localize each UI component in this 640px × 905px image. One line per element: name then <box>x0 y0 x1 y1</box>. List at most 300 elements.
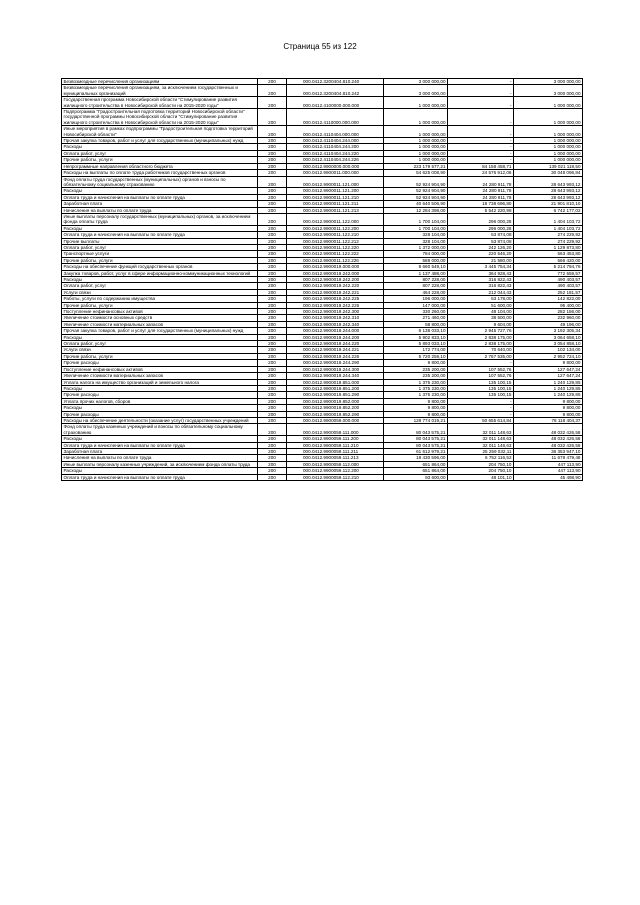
row-approved-cell: 52 924 904,90 <box>384 188 448 194</box>
table-row <box>62 366 583 372</box>
row-name-cell: Оплата труда и начисления на выплаты по оплате труда <box>62 194 258 200</box>
table-body <box>62 79 583 481</box>
row-executed-cell: 242 126,20 <box>448 244 514 250</box>
row-name-cell: Увеличение стоимости материальных запасов <box>62 373 258 379</box>
row-budget-code-cell: 000.0412.9900019.244.200 <box>287 334 384 340</box>
row-budget-code-cell: 000.0412.9900019.242.340 <box>287 321 384 327</box>
row-remaining-cell: 274 229,92 <box>514 238 583 244</box>
row-remaining-cell: 95 400,00 <box>514 302 583 308</box>
row-budget-code-cell: 000.0412.9900059.111.210 <box>287 442 384 448</box>
row-remaining-cell: 3 054 858,10 <box>514 341 583 347</box>
table-row <box>62 176 583 188</box>
row-budget-code-cell: 000.0412.9900019.852.000 <box>287 398 384 404</box>
row-executed-cell: 107 552,76 <box>448 373 514 379</box>
row-approved-cell: 1 000 000,00 <box>384 138 448 144</box>
table-row <box>62 126 583 138</box>
row-line-code-cell: 200 <box>258 321 287 327</box>
row-line-code-cell: 200 <box>258 188 287 194</box>
row-approved-cell: 464 228,00 <box>384 289 448 295</box>
row-budget-code-cell: 000.0412.4110000.000.000 <box>287 109 384 126</box>
row-budget-code-cell: 000.0412.9900011.121.210 <box>287 194 384 200</box>
table-row <box>62 207 583 213</box>
row-approved-cell: 328 104,00 <box>384 232 448 238</box>
row-executed-cell: 70 640,00 <box>448 347 514 353</box>
row-name-cell: Транспортные услуги <box>62 251 258 257</box>
table-row <box>62 109 583 126</box>
row-budget-code-cell: 000.0412.4110404.244.226 <box>287 157 384 163</box>
row-line-code-cell: 200 <box>258 201 287 207</box>
row-name-cell: Государственная программа Новосибирской области "Стимулирование развития жилищного строительства в Новосибирской области на 2015-2020 годы" <box>62 97 258 109</box>
row-name-cell: Иные выплаты персоналу казенных учреждений, за исключением фонда оплаты труда <box>62 461 258 467</box>
table-row <box>62 232 583 238</box>
row-name-cell: Прочие работы, услуги <box>62 353 258 359</box>
row-remaining-cell: 48 032 426,58 <box>514 442 583 448</box>
row-approved-cell: 9 800,00 <box>384 360 448 366</box>
row-name-cell: Безвозмездные перечисления организациям <box>62 79 258 85</box>
row-approved-cell: 9 800,00 <box>384 405 448 411</box>
row-line-code-cell: 200 <box>258 244 287 250</box>
row-name-cell: Оплата труда и начисления на выплаты по оплате труда <box>62 232 258 238</box>
row-executed-cell: 364 928,43 <box>448 270 514 276</box>
row-line-code-cell: 200 <box>258 157 287 163</box>
row-remaining-cell: 1 240 129,85 <box>514 392 583 398</box>
row-budget-code-cell: 000.0412.9900059.000.000 <box>287 417 384 423</box>
row-remaining-cell: 447 113,90 <box>514 468 583 474</box>
row-line-code-cell: 200 <box>258 334 287 340</box>
row-budget-code-cell: 000.0412.9900019.244.000 <box>287 328 384 334</box>
row-name-cell: Оплата труда и начисления на выплаты по оплате труда <box>62 474 258 480</box>
row-approved-cell: 93 600,00 <box>384 474 448 480</box>
row-approved-cell: 1 375 230,00 <box>384 379 448 385</box>
row-approved-cell: 8 660 549,10 <box>384 264 448 270</box>
row-line-code-cell: 200 <box>258 353 287 359</box>
row-name-cell: Начисления на выплаты по оплате труда <box>62 207 258 213</box>
row-budget-code-cell: 000.0412.9900019.242.310 <box>287 315 384 321</box>
row-remaining-cell: 1 404 103,72 <box>514 213 583 225</box>
row-approved-cell: 5 720 259,10 <box>384 353 448 359</box>
row-approved-cell: 328 104,00 <box>384 238 448 244</box>
row-remaining-cell: 36 353 947,10 <box>514 448 583 454</box>
row-budget-code-cell: 000.0412.9900019.242.225 <box>287 296 384 302</box>
row-budget-code-cell: 000.0412.9900019.242.000 <box>287 270 384 276</box>
row-line-code-cell: 200 <box>258 264 287 270</box>
row-remaining-cell: 9 800,00 <box>514 411 583 417</box>
row-approved-cell: 807 228,00 <box>384 283 448 289</box>
row-remaining-cell: 21 901 810,10 <box>514 201 583 207</box>
row-executed-cell: 50 655 614,84 <box>448 417 514 423</box>
row-line-code-cell: 200 <box>258 341 287 347</box>
row-name-cell: Начисления на выплаты по оплате труда <box>62 455 258 461</box>
row-remaining-cell: 566 420,00 <box>514 257 583 263</box>
row-budget-code-cell: 000.0412.4100000.000.000 <box>287 97 384 109</box>
row-executed-cell: 3 445 754,34 <box>448 264 514 270</box>
row-executed-cell: 24 280 911,78 <box>448 194 514 200</box>
row-budget-code-cell: 000.0412.9900011.122.226 <box>287 257 384 263</box>
row-executed-cell: 32 011 148,63 <box>448 436 514 442</box>
row-approved-cell: 588 000,00 <box>384 257 448 263</box>
row-remaining-cell: 11 678 479,48 <box>514 455 583 461</box>
row-name-cell: Прочие выплаты <box>62 238 258 244</box>
row-line-code-cell: 200 <box>258 448 287 454</box>
row-budget-code-cell: 000.0412.9900059.112.200 <box>287 468 384 474</box>
row-name-cell: Оплата труда и начисления на выплаты по оплате труда <box>62 442 258 448</box>
row-name-cell: Расходы <box>62 277 258 283</box>
row-remaining-cell: 1 000 000,00 <box>514 144 583 150</box>
row-budget-code-cell: 000.0412.9900019.242.220 <box>287 283 384 289</box>
row-approved-cell: 784 000,00 <box>384 251 448 257</box>
row-approved-cell: 196 000,00 <box>384 296 448 302</box>
row-approved-cell: 1 000 000,00 <box>384 150 448 156</box>
row-remaining-cell: 6 742 177,02 <box>514 207 583 213</box>
row-budget-code-cell: 000.0412.9900019.244.226 <box>287 353 384 359</box>
row-name-cell: Поступление нефинансовых активов <box>62 366 258 372</box>
row-name-cell: Заработная плата <box>62 448 258 454</box>
row-approved-cell: 1 000 000,00 <box>384 126 448 138</box>
row-budget-code-cell: 000.0412.9900011.122.200 <box>287 225 384 231</box>
row-line-code-cell: 200 <box>258 398 287 404</box>
row-remaining-cell: 1 000 000,00 <box>514 150 583 156</box>
row-name-cell: Прочая закупка товаров, работ и услуг для государственных (муниципальных) нужд <box>62 138 258 144</box>
row-remaining-cell: 2 952 724,10 <box>514 353 583 359</box>
row-remaining-cell: 282 156,00 <box>514 309 583 315</box>
row-budget-code-cell: 000.0412.9900011.122.210 <box>287 232 384 238</box>
row-budget-code-cell: 000.0412.9900011.122.000 <box>287 213 384 225</box>
row-name-cell: Расходы <box>62 188 258 194</box>
table-row <box>62 264 583 270</box>
row-approved-cell: 12 284 398,00 <box>384 207 448 213</box>
row-executed-cell: 2 767 535,00 <box>448 353 514 359</box>
row-line-code-cell: 200 <box>258 315 287 321</box>
row-remaining-cell: 3 064 658,10 <box>514 334 583 340</box>
row-approved-cell: 1 375 230,00 <box>384 392 448 398</box>
row-budget-code-cell: 000.0412.9900019.244.220 <box>287 341 384 347</box>
row-name-cell: Прочие расходы <box>62 411 258 417</box>
table-row <box>62 97 583 109</box>
row-line-code-cell: 200 <box>258 411 287 417</box>
table-row <box>62 379 583 385</box>
table-row <box>62 315 583 321</box>
row-remaining-cell: 9 800,00 <box>514 360 583 366</box>
row-budget-code-cell: 000.0412.9900019.852.200 <box>287 405 384 411</box>
budget-execution-table <box>61 78 583 481</box>
row-name-cell: Работы, услуги по содержанию имущества <box>62 296 258 302</box>
row-executed-cell: - <box>448 405 514 411</box>
row-budget-code-cell: 000.0412.9900019.244.221 <box>287 347 384 353</box>
table-row <box>62 270 583 276</box>
row-executed-cell: 25 259 032,11 <box>448 448 514 454</box>
row-executed-cell: 24 280 911,78 <box>448 176 514 188</box>
row-remaining-cell: 9 800,00 <box>514 405 583 411</box>
row-approved-cell: 61 612 979,21 <box>384 448 448 454</box>
row-approved-cell: 80 043 575,21 <box>384 442 448 448</box>
row-remaining-cell: 5 214 794,76 <box>514 264 583 270</box>
row-remaining-cell: 563 453,80 <box>514 251 583 257</box>
row-budget-code-cell: 000.0412.9900019.000.000 <box>287 264 384 270</box>
row-budget-code-cell: 000.0412.9900011.122.212 <box>287 238 384 244</box>
row-approved-cell: 223 179 577,21 <box>384 163 448 169</box>
table-row <box>62 213 583 225</box>
row-line-code-cell: 200 <box>258 270 287 276</box>
row-line-code-cell: 200 <box>258 392 287 398</box>
row-name-cell: Фонд оплаты труда государственных (муниципальных) органов и взносы по обязательному социальному страхованию <box>62 176 258 188</box>
row-remaining-cell: 1 000 000,00 <box>514 109 583 126</box>
table-row <box>62 474 583 480</box>
row-approved-cell: 1 000 000,00 <box>384 97 448 109</box>
row-executed-cell: 48 101,10 <box>448 474 514 480</box>
row-executed-cell: 296 000,28 <box>448 225 514 231</box>
row-line-code-cell: 200 <box>258 194 287 200</box>
row-remaining-cell: 28 643 993,12 <box>514 176 583 188</box>
row-executed-cell: 48 104,00 <box>448 309 514 315</box>
row-remaining-cell: 772 559,57 <box>514 270 583 276</box>
table-row <box>62 461 583 467</box>
row-name-cell: Расходы <box>62 144 258 150</box>
row-executed-cell: - <box>448 79 514 85</box>
row-executed-cell: 2 838 175,00 <box>448 341 514 347</box>
row-name-cell: Иные выплаты персоналу государственных (муниципальных) органов, за исключением фонда оплаты труда <box>62 213 258 225</box>
row-remaining-cell: 1 404 103,72 <box>514 225 583 231</box>
row-name-cell: Услуги связи <box>62 289 258 295</box>
row-name-cell: Безвозмездные перечисления организациям, за исключением государственных и муниципальных организаций <box>62 85 258 97</box>
row-executed-cell: 107 552,76 <box>448 366 514 372</box>
row-executed-cell: 53 178,00 <box>448 296 514 302</box>
row-remaining-cell: 3 192 305,34 <box>514 328 583 334</box>
row-approved-cell: 1 000 000,00 <box>384 109 448 126</box>
row-budget-code-cell: 000.0412.4110404.244.220 <box>287 150 384 156</box>
row-name-cell: Расходы на обеспечение функций государственных органов <box>62 264 258 270</box>
row-line-code-cell: 200 <box>258 277 287 283</box>
row-name-cell: Услуги связи <box>62 347 258 353</box>
row-budget-code-cell: 000.0412.9900059.111.211 <box>287 448 384 454</box>
row-line-code-cell: 200 <box>258 328 287 334</box>
row-remaining-cell: 1 000 000,00 <box>514 126 583 138</box>
row-executed-cell: - <box>448 411 514 417</box>
row-executed-cell: - <box>448 157 514 163</box>
row-budget-code-cell: 000.0412.9900000.000.000 <box>287 163 384 169</box>
row-line-code-cell: 200 <box>258 126 287 138</box>
row-approved-cell: 1 137 488,00 <box>384 270 448 276</box>
row-executed-cell: 24 280 911,78 <box>448 188 514 194</box>
row-budget-code-cell: 000.0412.9900019.242.226 <box>287 302 384 308</box>
row-approved-cell: 651 864,00 <box>384 461 448 467</box>
row-executed-cell: 204 750,10 <box>448 468 514 474</box>
row-name-cell: Прочие расходы <box>62 392 258 398</box>
row-remaining-cell: 3 000 000,00 <box>514 85 583 97</box>
row-remaining-cell: 48 032 426,58 <box>514 424 583 436</box>
row-name-cell: Расходы <box>62 468 258 474</box>
row-budget-code-cell: 000.0412.9900019.851.290 <box>287 392 384 398</box>
row-line-code-cell: 200 <box>258 442 287 448</box>
row-budget-code-cell: 000.0412.9900019.244.340 <box>287 373 384 379</box>
table-row <box>62 163 583 169</box>
row-approved-cell: 128 774 019,21 <box>384 417 448 423</box>
row-line-code-cell: 200 <box>258 461 287 467</box>
row-executed-cell: 84 158 458,71 <box>448 163 514 169</box>
row-approved-cell: 40 640 506,90 <box>384 201 448 207</box>
row-line-code-cell: 200 <box>258 385 287 391</box>
row-name-cell: Оплата работ, услуг <box>62 244 258 250</box>
row-line-code-cell: 200 <box>258 257 287 263</box>
table-row <box>62 424 583 436</box>
row-remaining-cell: 1 000 000,00 <box>514 157 583 163</box>
table-row <box>62 296 583 302</box>
row-budget-code-cell: 000.0412.4110404.244.200 <box>287 144 384 150</box>
row-approved-cell: 80 043 575,21 <box>384 436 448 442</box>
row-executed-cell: - <box>448 97 514 109</box>
row-line-code-cell: 200 <box>258 436 287 442</box>
table-row <box>62 85 583 97</box>
row-approved-cell: 147 000,00 <box>384 302 448 308</box>
row-line-code-cell: 200 <box>258 360 287 366</box>
row-budget-code-cell: 000.0412.9900059.111.213 <box>287 455 384 461</box>
row-budget-code-cell: 000.0412.9900059.112.000 <box>287 461 384 467</box>
row-name-cell: Заработная плата <box>62 201 258 207</box>
row-executed-cell: 135 100,15 <box>448 385 514 391</box>
row-line-code-cell: 200 <box>258 225 287 231</box>
row-budget-code-cell: 000.0412.9900011.121.200 <box>287 188 384 194</box>
row-executed-cell: 296 000,28 <box>448 213 514 225</box>
row-executed-cell: 220 546,20 <box>448 251 514 257</box>
row-remaining-cell: 1 240 129,85 <box>514 385 583 391</box>
row-name-cell: Прочие работы, услуги <box>62 157 258 163</box>
row-remaining-cell: 490 403,57 <box>514 283 583 289</box>
row-executed-cell: 2 838 175,00 <box>448 334 514 340</box>
row-line-code-cell: 200 <box>258 424 287 436</box>
row-executed-cell: - <box>448 150 514 156</box>
row-approved-cell: 1 000 000,00 <box>384 157 448 163</box>
row-executed-cell: 212 044,43 <box>448 289 514 295</box>
row-name-cell: Уплата прочих налогов, сборов <box>62 398 258 404</box>
table-row <box>62 455 583 461</box>
row-remaining-cell: 45 498,90 <box>514 474 583 480</box>
row-budget-code-cell: 000.0412.3200404.810.240 <box>287 79 384 85</box>
row-line-code-cell: 200 <box>258 309 287 315</box>
row-line-code-cell: 200 <box>258 97 287 109</box>
row-name-cell: Прочие расходы <box>62 360 258 366</box>
row-line-code-cell: 200 <box>258 366 287 372</box>
row-remaining-cell: 48 032 426,58 <box>514 436 583 442</box>
row-approved-cell: 5 902 833,10 <box>384 334 448 340</box>
row-remaining-cell: 1 000 000,00 <box>514 138 583 144</box>
row-name-cell: Прочая закупка товаров, работ и услуг для государственных (муниципальных) нужд <box>62 328 258 334</box>
row-executed-cell: - <box>448 138 514 144</box>
row-approved-cell: 3 000 000,00 <box>384 85 448 97</box>
row-remaining-cell: 30 048 096,84 <box>514 170 583 176</box>
row-approved-cell: 1 700 104,00 <box>384 213 448 225</box>
row-approved-cell: 52 924 904,90 <box>384 194 448 200</box>
row-budget-code-cell: 000.0412.9900019.851.200 <box>287 385 384 391</box>
row-budget-code-cell: 000.0412.9900011.122.222 <box>287 251 384 257</box>
row-name-cell: Прочие работы, услуги <box>62 302 258 308</box>
row-remaining-cell: 139 021 118,50 <box>514 163 583 169</box>
row-name-cell: Закупка товаров, работ, услуг в сфере информационно-коммуникационных технологий <box>62 270 258 276</box>
row-name-cell: Подпрограмма "Градостроительная подготовка территорий Новосибирской области" государственной программы Новосибирской области "Стимулирование развития жилищного строительства в Новосибирской области на 2015-2020 годы" <box>62 109 258 126</box>
row-executed-cell: 51 600,00 <box>448 302 514 308</box>
row-executed-cell: 53 874,08 <box>448 232 514 238</box>
table-row <box>62 321 583 327</box>
row-line-code-cell: 200 <box>258 283 287 289</box>
row-name-cell: Увеличение стоимости материальных запасов <box>62 321 258 327</box>
row-budget-code-cell: 000.0412.9900019.244.300 <box>287 366 384 372</box>
row-executed-cell: 316 822,43 <box>448 277 514 283</box>
row-line-code-cell: 200 <box>258 176 287 188</box>
row-executed-cell: 316 822,43 <box>448 283 514 289</box>
row-line-code-cell: 200 <box>258 417 287 423</box>
row-name-cell: Расходы <box>62 405 258 411</box>
row-remaining-cell: 78 118 404,37 <box>514 417 583 423</box>
row-executed-cell: 24 576 912,06 <box>448 170 514 176</box>
row-budget-code-cell: 000.0412.9900011.121.213 <box>287 207 384 213</box>
row-name-cell: Увеличение стоимости основных средств <box>62 315 258 321</box>
row-remaining-cell: 127 647,24 <box>514 373 583 379</box>
row-executed-cell: 9 604,00 <box>448 321 514 327</box>
row-budget-code-cell: 000.0412.9900019.242.300 <box>287 309 384 315</box>
row-executed-cell: 38 500,00 <box>448 315 514 321</box>
row-name-cell: Оплата работ, услуг <box>62 150 258 156</box>
row-approved-cell: 58 800,00 <box>384 321 448 327</box>
row-remaining-cell: 127 647,24 <box>514 366 583 372</box>
row-executed-cell: - <box>448 126 514 138</box>
row-approved-cell: 807 228,00 <box>384 277 448 283</box>
row-executed-cell: 135 100,15 <box>448 379 514 385</box>
row-approved-cell: 6 138 033,10 <box>384 328 448 334</box>
row-line-code-cell: 200 <box>258 109 287 126</box>
row-line-code-cell: 200 <box>258 468 287 474</box>
row-name-cell: Иные мероприятия в рамках подпрограммы "Градостроительная подготовка территорий Новосибирской области" <box>62 126 258 138</box>
row-line-code-cell: 200 <box>258 347 287 353</box>
row-approved-cell: 54 625 008,90 <box>384 170 448 176</box>
row-remaining-cell: 28 643 993,12 <box>514 194 583 200</box>
row-remaining-cell: 1 129 873,80 <box>514 244 583 250</box>
row-name-cell: Поступление нефинансовых активов <box>62 309 258 315</box>
row-line-code-cell: 200 <box>258 79 287 85</box>
table-row <box>62 417 583 423</box>
row-remaining-cell: 3 000 000,00 <box>514 79 583 85</box>
row-budget-code-cell: 000.0412.9900011.000.000 <box>287 170 384 176</box>
row-approved-cell: 235 200,00 <box>384 366 448 372</box>
row-executed-cell: 32 011 148,63 <box>448 424 514 436</box>
row-approved-cell: 9 800,00 <box>384 411 448 417</box>
row-name-cell: Оплата работ, услуг <box>62 341 258 347</box>
row-name-cell: Расходы на выплаты по оплате труда работников государственных органов <box>62 170 258 176</box>
row-remaining-cell: 9 800,00 <box>514 398 583 404</box>
row-budget-code-cell: 000.0412.9900059.112.210 <box>287 474 384 480</box>
row-executed-cell: 5 542 220,98 <box>448 207 514 213</box>
row-name-cell: Прочие работы, услуги <box>62 257 258 263</box>
row-line-code-cell: 200 <box>258 150 287 156</box>
row-approved-cell: 330 260,00 <box>384 309 448 315</box>
row-executed-cell: 2 945 727,76 <box>448 328 514 334</box>
row-executed-cell: - <box>448 360 514 366</box>
row-line-code-cell: 200 <box>258 163 287 169</box>
page-number-header: Страница 55 из 122 <box>283 42 357 51</box>
row-name-cell: Непрограммные направления областного бюджета <box>62 163 258 169</box>
row-budget-code-cell: 000.0412.4110404.000.000 <box>287 126 384 138</box>
table-row <box>62 170 583 176</box>
row-line-code-cell: 200 <box>258 373 287 379</box>
row-approved-cell: 80 043 575,21 <box>384 424 448 436</box>
row-budget-code-cell: 000.0412.9900059.111.200 <box>287 436 384 442</box>
row-approved-cell: 235 200,00 <box>384 373 448 379</box>
table-row <box>62 309 583 315</box>
row-budget-code-cell: 000.0412.9900019.242.221 <box>287 289 384 295</box>
row-approved-cell: 5 893 033,10 <box>384 341 448 347</box>
row-approved-cell: 271 460,00 <box>384 315 448 321</box>
row-budget-code-cell: 000.0412.4110404.244.000 <box>287 138 384 144</box>
row-line-code-cell: 200 <box>258 170 287 176</box>
row-remaining-cell: 252 181,57 <box>514 289 583 295</box>
row-executed-cell: - <box>448 85 514 97</box>
